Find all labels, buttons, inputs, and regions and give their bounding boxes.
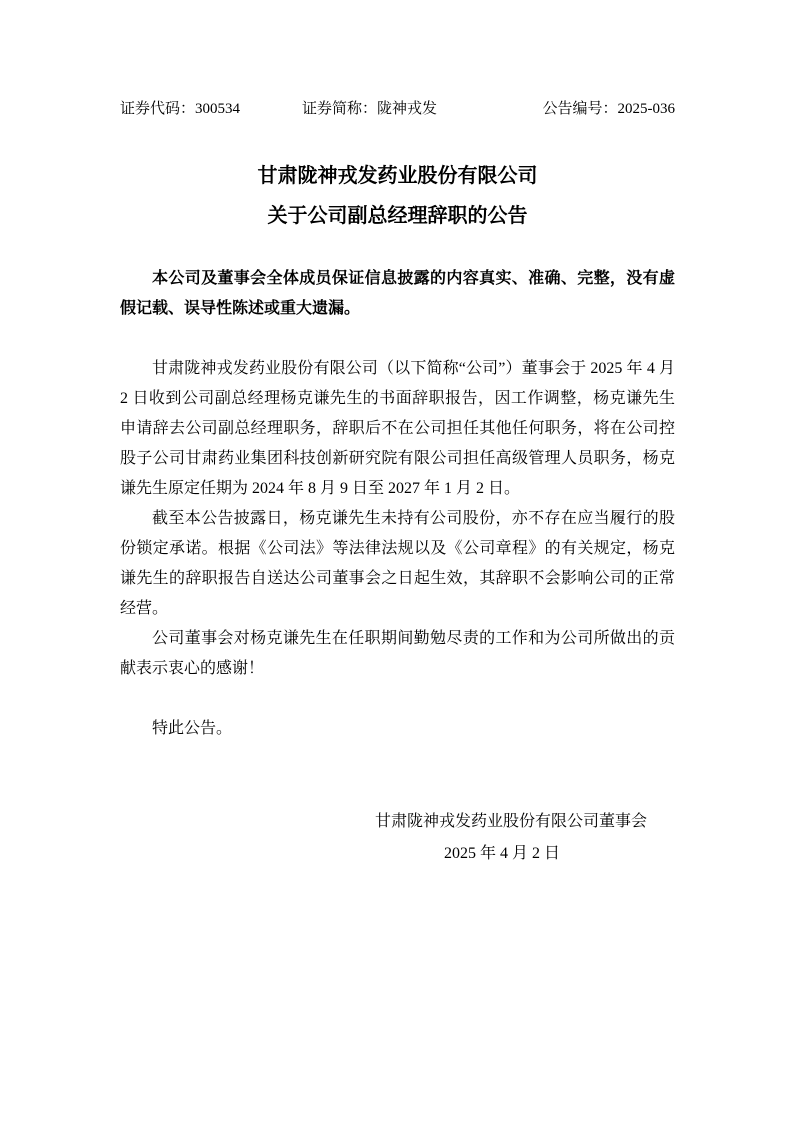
title-subject-line: 关于公司副总经理辞职的公告 [267, 205, 528, 227]
stock-code: 证券代码：300534 [120, 101, 241, 117]
body-text [120, 354, 675, 744]
closing-line: 特此公告。 [152, 720, 233, 737]
body-paragraph: 截至本公告披露日，杨克谦先生未持有公司股份，亦不存在应当履行的股份锁定承诺。根据《公司法》等法律法规以及《公司章程》的有关规定，杨克谦先生的辞职报告自送达公司董事会之日起生效，其辞职不会影响公司的正常经营。 [120, 510, 675, 617]
disclosure-statement: 本公司及董事会全体成员保证信息披露的内容真实、准确、完整，没有虚假记载、误导性陈述或重大遗漏。 [120, 270, 675, 317]
signature-company: 甘肃陇神戎发药业股份有限公司董事会 [374, 813, 647, 830]
title-company-line: 甘肃陇神戎发药业股份有限公司 [257, 165, 538, 187]
signature-date: 2025 年 4 月 2 日 [443, 845, 560, 862]
announcement-number: 公告编号：2025-036 [542, 101, 675, 117]
body-paragraph: 甘肃陇神戎发药业股份有限公司（以下简称“公司”）董事会于 2025 年 4 月 2 日收到公司副总经理杨克谦先生的书面辞职报告，因工作调整，杨克谦先生申请辞去公司副总经理职务，辞职后不在公司担任其他任何职务，将在公司控股子公司甘肃药业集团科技创新研究院有限公司担任高级管理人员职务，杨克谦先生原定任期为 2024 年 8 月 9 日至 2027 年 1 月 2 日。 [120, 360, 675, 497]
body-paragraph: 公司董事会对杨克谦先生在任职期间勤勉尽责的工作和为公司所做出的贡献表示衷心的感谢！ [120, 630, 675, 677]
stock-name: 证券简称：陇神戎发 [302, 101, 438, 117]
signature-block [120, 806, 675, 870]
document-header [120, 98, 675, 120]
document-title [120, 156, 675, 236]
